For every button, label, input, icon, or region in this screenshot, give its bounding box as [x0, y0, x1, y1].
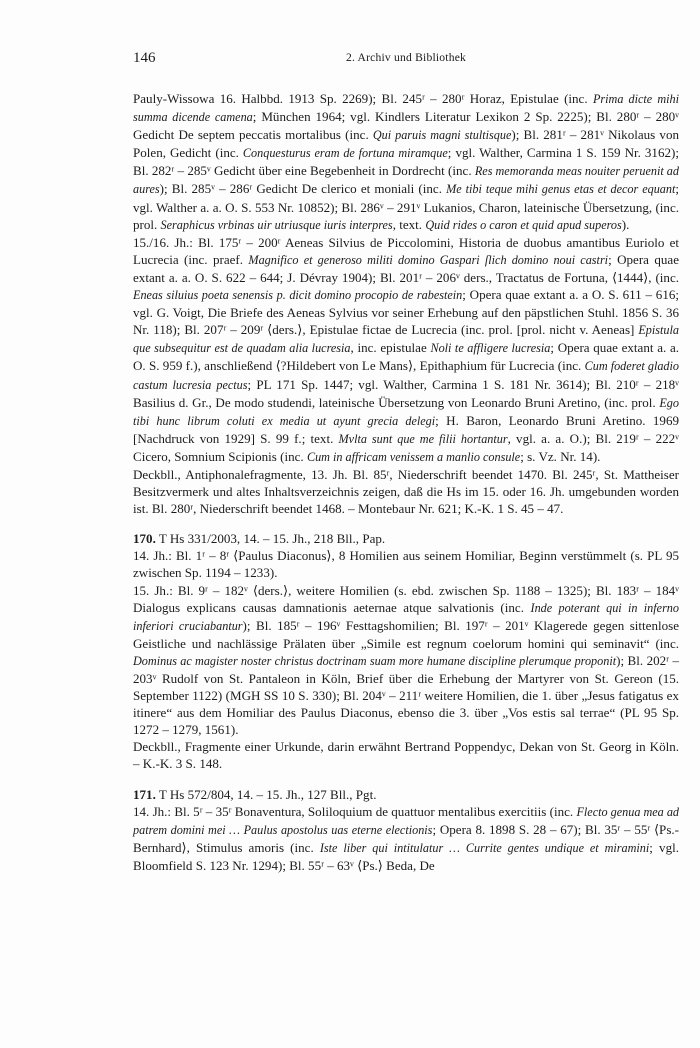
entry-number: 171.	[133, 786, 156, 802]
incipit-text: Cum foderet gladio castum lucresia pectus	[133, 359, 680, 392]
text-run: ); Bl. 285ᵛ – 286ʳ Gedicht De clerico et moniali (inc.	[159, 181, 447, 197]
paragraph	[133, 90, 679, 234]
incipit-text: Quid rides o caron et quid apud superos	[425, 217, 622, 232]
text-run: ); Bl. 185ʳ – 196ᵛ Festtagshomilien; Bl. 197ʳ – 201ᵛ Klagerede gegen sittenlose Geistliche und nachlässige Prälaten über „Simile est regnum coelorum homini qui seminavit“ (inc.	[133, 617, 679, 651]
text-run: ; PL 171 Sp. 1447; vgl. Walther, Carmina 1 S. 181 Nr. 3614); Bl. 210ʳ – 218ᵛ Basilius d. Gr., De modo studendi, lateinische Übersetzung von Leonardo Bruni Aretino, (inc. prol.	[133, 376, 679, 410]
text-run: ; Opera quae extant a. a O. S. 611 – 616; vgl. G. Voigt, Die Briefe des Aeneas Sylvius vor seiner Erhebung auf den päpstlichen Stuhl. 1856 S. 36 Nr. 118); Bl. 207ʳ – 209ʳ ⟨ders.⟩, Epistulae fictae de Lucrecia (inc. prol. [prol. nicht v. Aeneas]	[133, 287, 679, 338]
page-number: 146	[133, 50, 156, 66]
text-run: ; vgl. Bloomfield S. 123 Nr. 1294); Bl. 55ʳ – 63ᵛ ⟨Ps.⟩ Beda, De	[133, 839, 679, 873]
text-run: 15. Jh.: Bl. 9ʳ – 182ᵛ ⟨ders.⟩, weitere Homilien (s. ebd. zwischen Sp. 1188 – 1325); Bl. 183ʳ – 184ᵛ Dialogus explicans causas damnationis aeternae atque salvationis (inc.	[133, 582, 679, 615]
text-run: ); Bl. 202ʳ – 203ᵛ Rudolf von St. Pantaleon in Köln, Brief über die Erhebung der Martyrer von St. Gereon (15. September 1122) (MGH SS 10 S. 330); Bl. 204ᵛ – 211ʳ weitere Homilien, die 1. über „Jesus fatigatus ex itinere“ aus dem Homiliar des Paulus Diaconus, ebenso die 3. über „Vos estis sal terrae“ (PL 95 Sp. 1272 – 1279, 1561).	[133, 652, 679, 738]
incipit-text: Dominus ac magister noster christus doctrinam suam more humane discipline plerumque proponit	[133, 653, 617, 668]
paragraph	[133, 738, 679, 772]
entry-spacer	[133, 517, 679, 530]
text-run: Deckbll., Fragmente einer Urkunde, darin erwähnt Bertrand Poppendyc, Dekan von St. Georg in Köln. – K.-K. 3 S. 148.	[133, 739, 679, 772]
paragraph	[133, 803, 679, 874]
text-run: Pauly-Wissowa 16. Halbbd. 1913 Sp. 2269); Bl. 245ʳ – 280ʳ Horaz, Epistulae (inc.	[133, 91, 593, 106]
text-run: ; München 1964; vgl. Kindlers Literatur Lexikon 2 Sp. 2225); Bl. 280ʳ – 280ᵛ Gedicht De septem peccatis mortalibus (inc.	[133, 109, 679, 143]
incipit-text: Prima dicte mihi summa dicende camena	[133, 92, 679, 125]
text-run: Deckbll., Antiphonalefragmente, 13. Jh. Bl. 85ʳ, Niederschrift beendet 1470. Bl. 245ʳ, St. Mattheiser Besitzvermerk und altes Inhaltsverzeichnis zeigen, daß die Hs im 15. oder 16. Jh. umgebunden worden ist. Bl. 280ʳ, Niederschrift beendet 1468. – Montebaur Nr. 621; K.-K. 1 S. 45 – 47.	[133, 466, 679, 517]
incipit-text: Eneas siluius poeta senensis p. dicit domino procopio de rabestein	[133, 288, 463, 303]
incipit-text: Mvlta sunt que me filii hortantur	[338, 431, 508, 446]
incipit-text: Res memoranda meas nouiter peruenit ad aures	[133, 164, 679, 197]
text-run: , text.	[392, 216, 426, 232]
catalog-text	[133, 90, 679, 874]
paragraph	[133, 530, 679, 547]
paragraph	[133, 234, 679, 466]
text-run: 14. Jh.: Bl. 5ʳ – 35ʳ Bonaventura, Soliloquium de quattuor mentalibus exercitiis (inc.	[133, 803, 577, 819]
incipit-text: Flecto genua mea ad patrem domini mei … Paulus apostolus uas eterne electionis	[133, 804, 680, 837]
text-run: ; Opera quae extant a. a. O. S. 959 f.), anschließend ⟨?Hildebert von Le Mans⟩, Epithaphium für Lucrecia (inc.	[133, 340, 680, 374]
text-run: 15./16. Jh.: Bl. 175ʳ – 200ʳ Aeneas Silvius de Piccolomini, Historia de duobus amantibus Euriolo et Lucrecia (inc. praef.	[133, 234, 679, 267]
incipit-text: Ego tibi hunc librum coluti ex media ut ayunt grecia delegi	[133, 395, 679, 428]
text-run: , inc. epistulae	[350, 340, 431, 356]
incipit-text: Iste liber qui intitulatur … Currite gentes undique et miramini	[319, 840, 650, 855]
text-run: T Hs 331/2003, 14. – 15. Jh., 218 Bll., Pap.	[155, 531, 386, 547]
paragraph	[133, 466, 679, 517]
text-run: ; H. Baron, Leonardo Bruni Aretino. 1969 [Nachdruck von 1929] S. 99 f.; text.	[133, 412, 679, 446]
incipit-text: Cum in affricam venissem a manlio consule	[306, 449, 521, 464]
paragraph	[133, 582, 679, 739]
running-head: 2. Archiv und Bibliothek	[345, 51, 467, 64]
text-run: , vgl. a. a. O.); Bl. 219ʳ – 222ᵛ Cicero, Somnium Scipionis (inc.	[133, 430, 679, 464]
text-run: 14. Jh.: Bl. 1ʳ – 8ʳ ⟨Paulus Diaconus⟩, 8 Homilien aus seinem Homiliar, Beginn verstümmelt (s. PL 95 zwischen Sp. 1194 – 1233).	[133, 548, 679, 581]
incipit-text: Epistula que subsequitur est de quadam alia lucresia	[133, 323, 679, 356]
page-header	[133, 50, 679, 70]
incipit-text: Conquesturus eram de fortuna miramque	[242, 146, 448, 161]
incipit-text: Noli te affligere lucresia	[430, 341, 551, 356]
incipit-text: Me tibi teque mihi genus etas et decor equant	[446, 182, 676, 197]
incipit-text: Inde poterant qui in inferno inferiori cruciabantur	[133, 600, 679, 633]
incipit-text: Magnifico et generoso militi domino Gaspari ſlich domino noui castri	[248, 252, 609, 267]
text-run: ; vgl. Walther, Carmina 1 S. 159 Nr. 3162); Bl. 282ʳ – 285ᵛ Gedicht über eine Begebenheit in Dordrecht (inc.	[133, 145, 679, 179]
incipit-text: Seraphicus vrbinas uir utriusque iuris interpres	[160, 217, 393, 232]
text-run: ; Opera quae extant a. a. O. S. 622 – 644; J. Dévray 1904); Bl. 201ʳ – 206ᵛ ders., Tractatus de Fortuna, ⟨1444⟩, (inc.	[133, 251, 679, 285]
text-run: T Hs 572/804, 14. – 15. Jh., 127 Bll., Pgt.	[155, 786, 377, 802]
text-run: ; vgl. Walther a. a. O. S. 553 Nr. 10852); Bl. 286ᵛ – 291ᵛ Lukanios, Charon, lateinische Übersetzung, (inc. prol.	[133, 181, 679, 232]
entry-number: 170.	[133, 531, 156, 547]
entry-spacer	[133, 773, 679, 786]
paragraph	[133, 786, 679, 803]
text-run: ; Opera 8. 1898 S. 28 – 67); Bl. 35ʳ – 55ʳ ⟨Ps.-Bernhard⟩, Stimulus amoris (inc.	[133, 821, 680, 855]
text-run: ); Bl. 281ʳ – 281ᵛ Nikolaus von Polen, Gedicht (inc.	[133, 127, 679, 161]
text-run: ; s. Vz. Nr. 14).	[520, 448, 601, 464]
text-run: ).	[621, 216, 630, 232]
paragraph	[133, 547, 679, 581]
incipit-text: Qui paruis magni stultisque	[372, 128, 512, 143]
